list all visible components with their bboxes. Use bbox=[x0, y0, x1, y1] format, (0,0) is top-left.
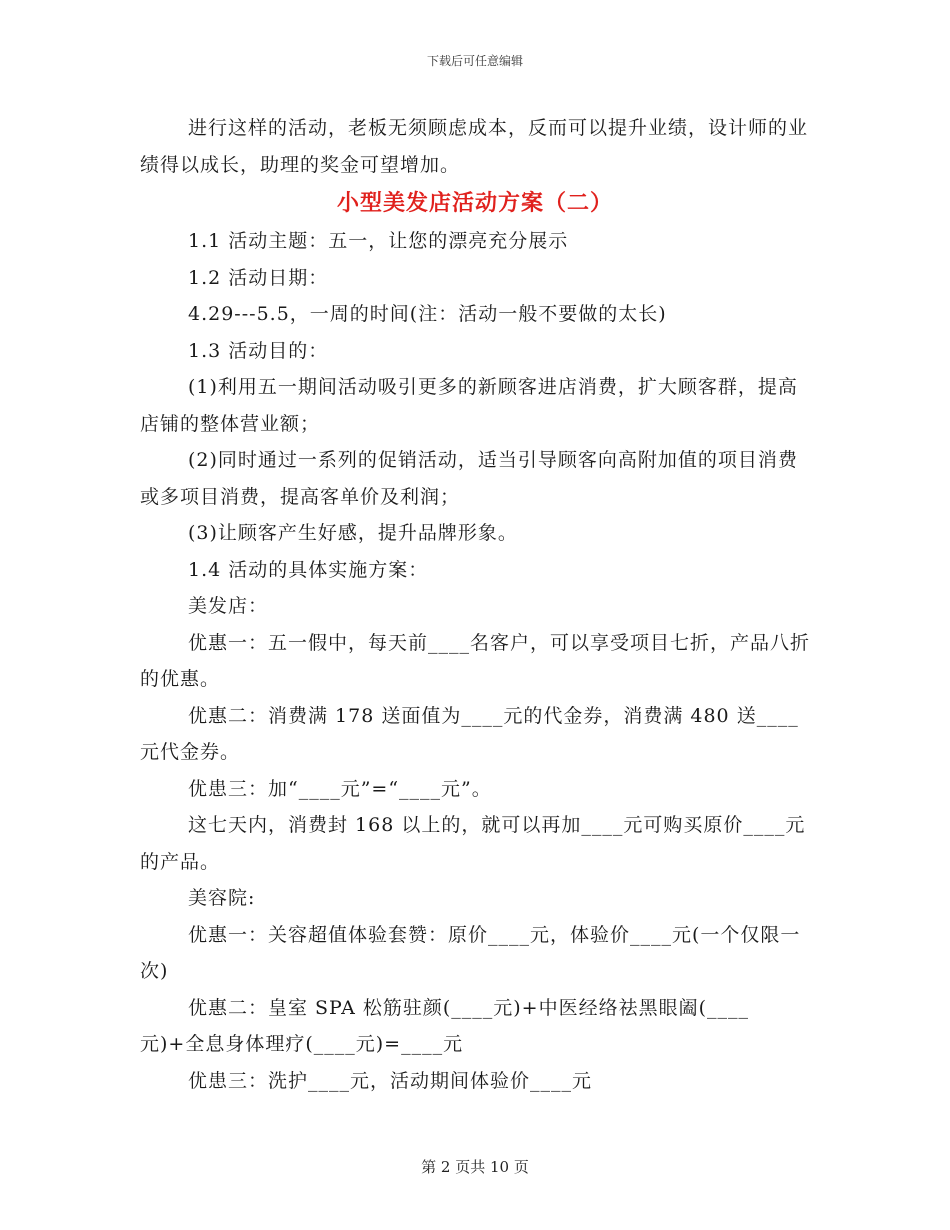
paragraph-purpose-1: (1)利用五一期间活动吸引更多的新顾客进店消费，扩大顾客群，提高店铺的整体营业额； bbox=[140, 376, 798, 435]
paragraph-salon-heading: 美发店： bbox=[188, 595, 269, 617]
page-header: 下载后可任意编辑 bbox=[426, 54, 523, 68]
paragraph-purpose-3: (3)让顾客产生好感，提升品牌形象。 bbox=[188, 522, 518, 544]
paragraph-salon-offer-2: 优惠二：消费满 178 送面值为____元的代金券，消费满 480 送____元代金券。 bbox=[140, 704, 799, 763]
paragraph-purpose-2: (2)同时通过一系列的促销活动，适当引导顾客向高附加值的项目消费或多项目消费，提高客单价及利润； bbox=[140, 449, 798, 508]
paragraph-beauty-offer-1: 优惠一：关容超值体验套赞：原价____元，体验价____元(一个仅限一次) bbox=[140, 923, 801, 982]
paragraph-salon-offer-3: 优患三：加“____元”=“____元”。 bbox=[188, 777, 492, 800]
document-body bbox=[140, 110, 810, 1099]
page-number: 第 2 页共 10 页 bbox=[421, 1158, 529, 1176]
paragraph-salon-offer-1: 优惠一：五一假中，每天前____名客户，可以享受项目七折，产品八折的优惠。 bbox=[140, 631, 811, 690]
paragraph-beauty-heading: 美容院: bbox=[188, 887, 256, 909]
paragraph-beauty-offer-3: 优患三：洗护____元，活动期间体验价____元 bbox=[188, 1069, 593, 1092]
paragraph-activity-purpose-heading: 1.3 活动目的： bbox=[188, 339, 329, 362]
paragraph-activity-date: 4.29---5.5，一周的时间(注：活动一般不要做的太长) bbox=[188, 303, 667, 325]
paragraph-salon-seven-days: 这七天内，消费封 168 以上的，就可以再加____元可购买原价____元的产品。 bbox=[140, 814, 806, 873]
document-title: 小型美发店活动方案（二） bbox=[336, 190, 613, 216]
paragraph-plan-heading: 1.4 活动的具体实施方案： bbox=[188, 558, 429, 581]
intro-paragraph: 进行这样的活动，老板无须顾虑成本，反而可以提升业绩，设计师的业绩得以成长，助理的奖金可望增加。 bbox=[140, 117, 809, 176]
paragraph-activity-date-heading: 1.2 活动日期： bbox=[188, 266, 329, 289]
paragraph-activity-theme: 1.1 活动主题：五一，让您的漂亮充分展示 bbox=[188, 230, 569, 252]
paragraph-beauty-offer-2: 优惠二：皇室 SPA 松筋驻颜(____元)+中医经络祛黑眼阖(____元)+全息身体理疗(____元)=____元 bbox=[140, 996, 750, 1055]
